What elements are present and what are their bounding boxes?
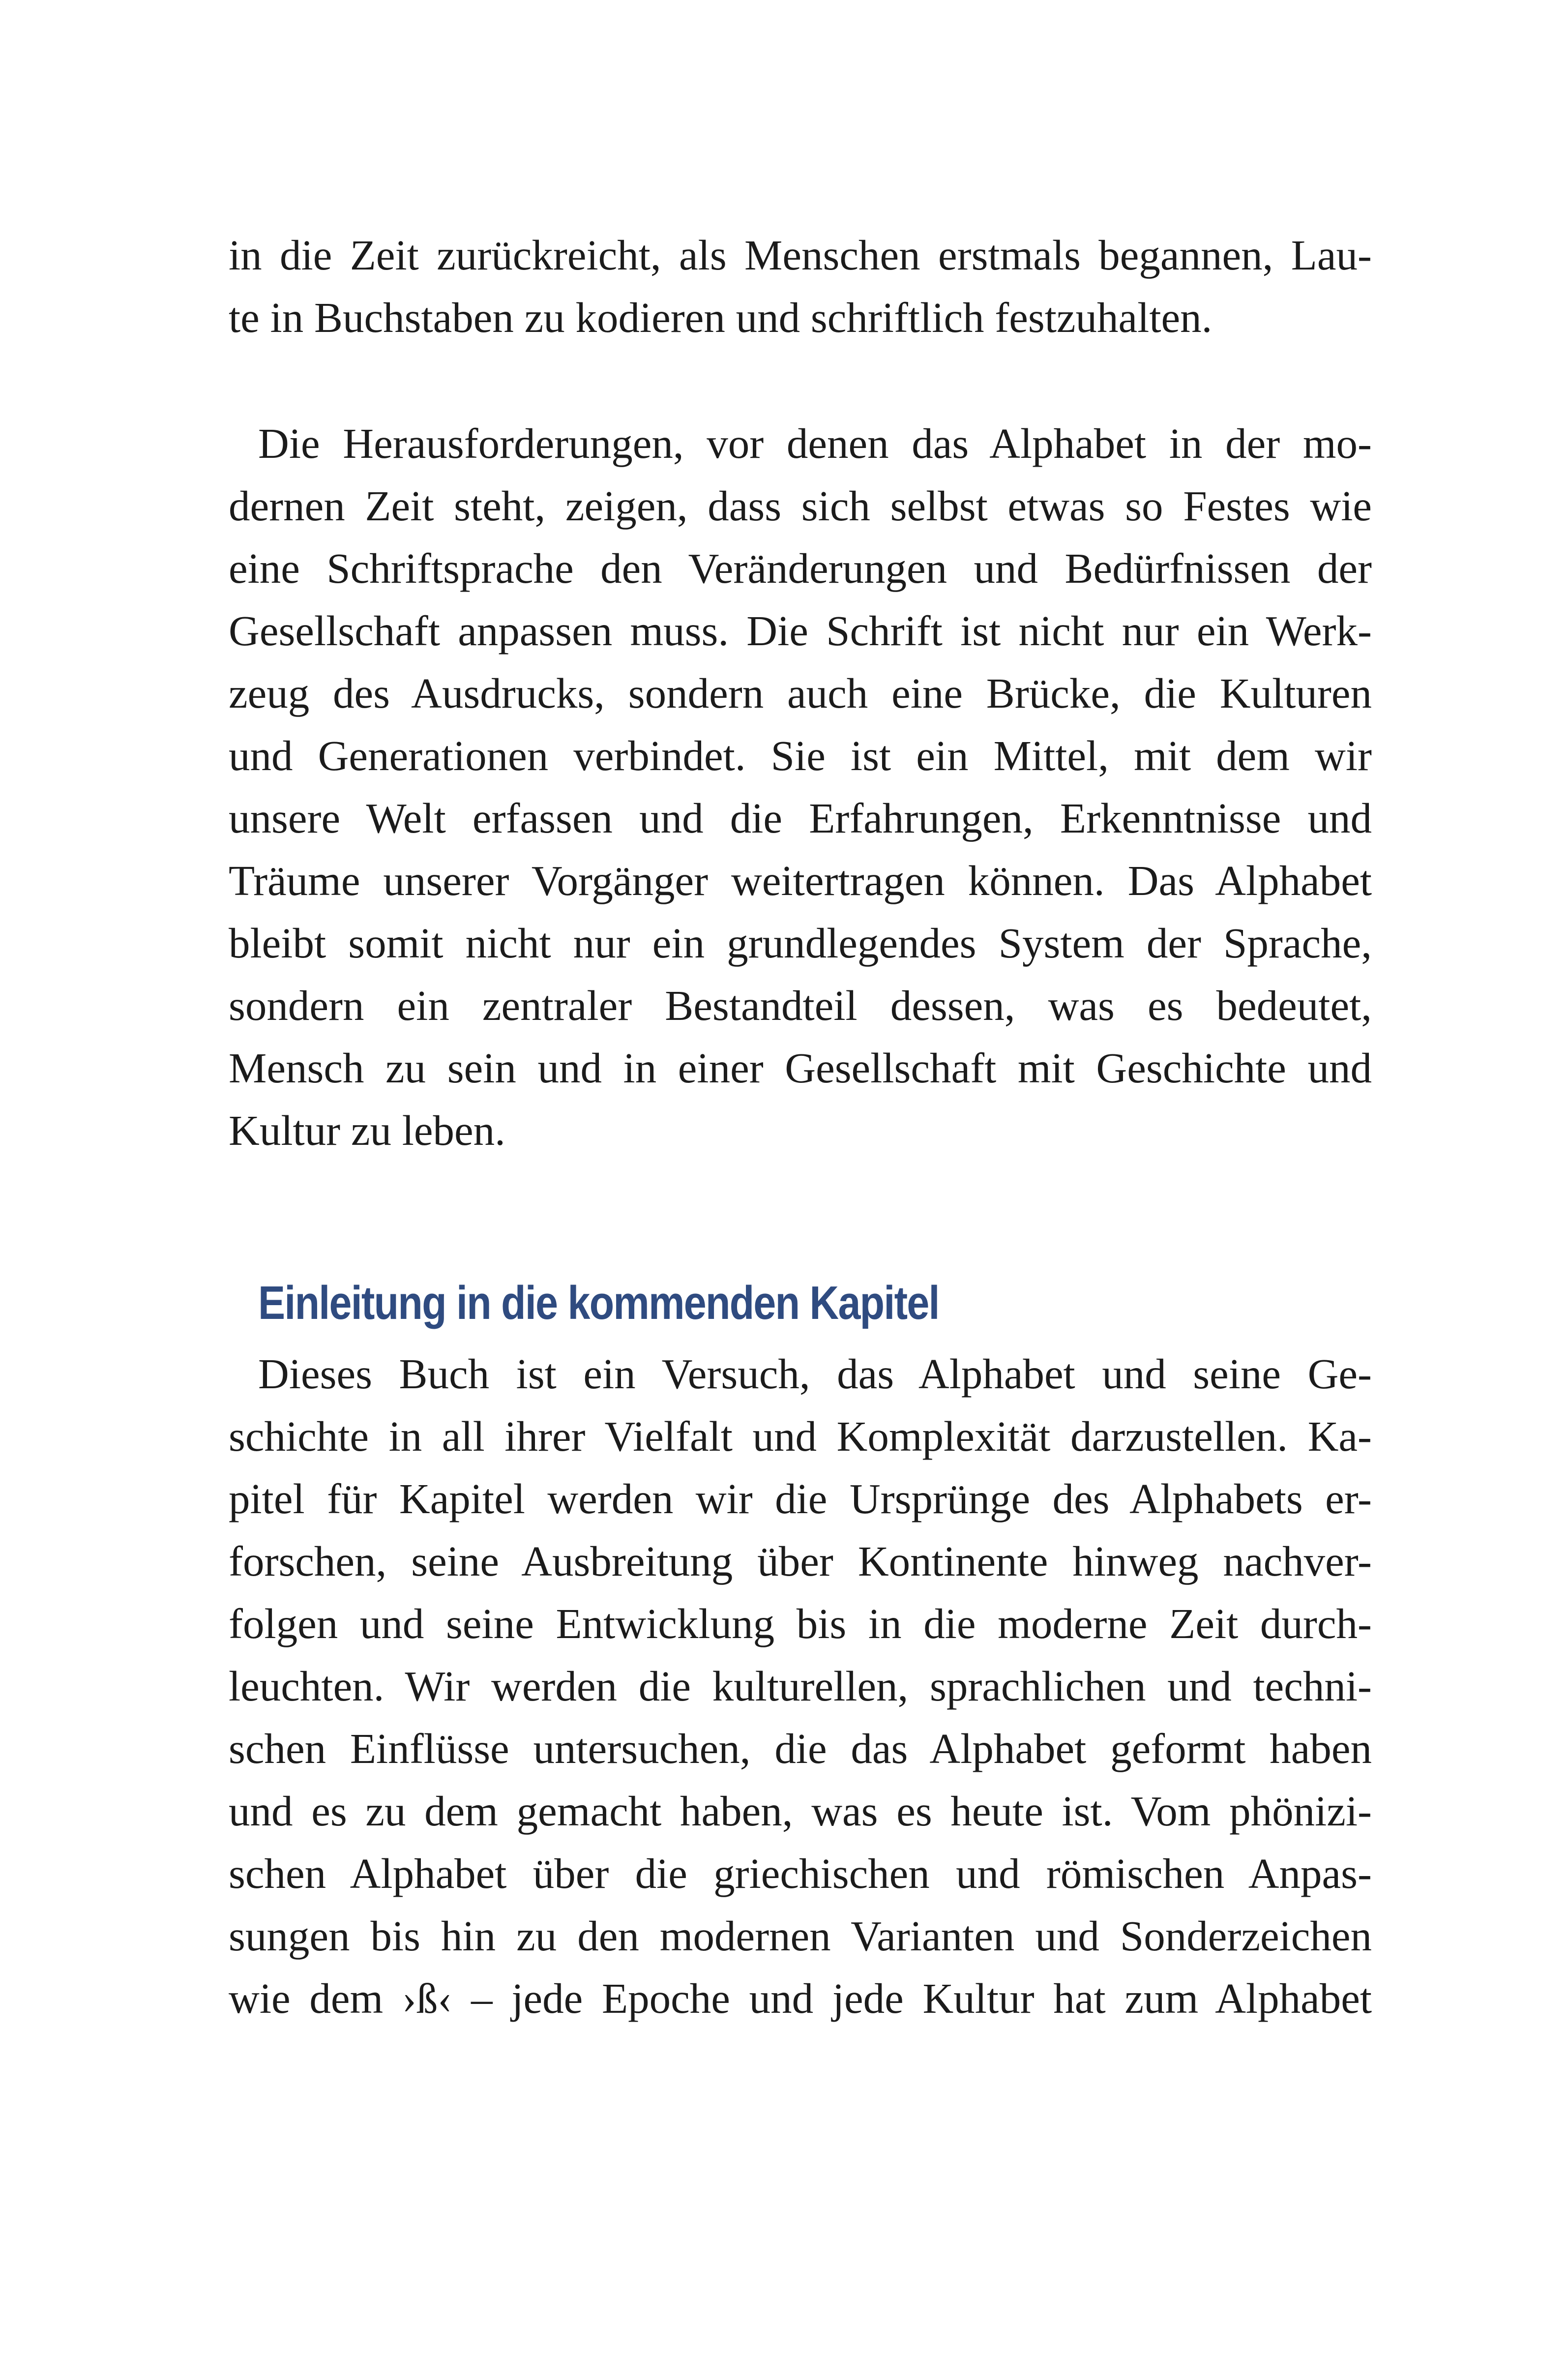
text-line: Mensch zu sein und in einer Gesellschaft mit Geschichte und xyxy=(229,1044,1372,1092)
text-line: unsere Welt erfassen und die Erfahrungen, Erkenntnisse und xyxy=(229,794,1372,842)
paragraph-continuation xyxy=(229,224,1372,349)
text-line: wie dem ›ß‹ – jede Epoche und jede Kultur hat zum Alphabet xyxy=(229,1974,1372,2022)
text-line: sungen bis hin zu den modernen Varianten und Sonderzeichen xyxy=(229,1912,1372,1960)
text-line: Träume unserer Vorgänger weitertragen können. Das Alphabet xyxy=(229,857,1372,904)
text-line: zeug des Ausdrucks, sondern auch eine Brücke, die Kulturen xyxy=(229,669,1372,717)
text-line: Die Herausforderungen, vor denen das Alphabet in der mo- xyxy=(258,419,1372,467)
text-line: und Generationen verbindet. Sie ist ein Mittel, mit dem wir xyxy=(229,732,1372,779)
text-line: schichte in all ihrer Vielfalt und Komplexität darzustellen. Ka- xyxy=(229,1412,1372,1460)
text-line: schen Einflüsse untersuchen, die das Alphabet geformt haben xyxy=(229,1725,1372,1772)
text-line: leuchten. Wir werden die kulturellen, sprachlichen und techni- xyxy=(229,1662,1372,1710)
text-line: Kultur zu leben. xyxy=(229,1106,505,1154)
text-line: schen Alphabet über die griechischen und römischen Anpas- xyxy=(229,1850,1372,1897)
text-line: eine Schriftsprache den Veränderungen und Bedürfnissen der xyxy=(229,544,1372,592)
text-line: bleibt somit nicht nur ein grundlegendes System der Sprache, xyxy=(229,919,1372,967)
section-heading: Einleitung in die kommenden Kapitel xyxy=(258,1276,939,1329)
text-line: te in Buchstaben zu kodieren und schriftlich festzuhalten. xyxy=(229,294,1213,341)
paragraph-book-intro xyxy=(229,1343,1372,2030)
text-line: folgen und seine Entwicklung bis in die moderne Zeit durch- xyxy=(229,1600,1372,1647)
text-line: pitel für Kapitel werden wir die Ursprünge des Alphabets er- xyxy=(229,1475,1372,1522)
text-line: in die Zeit zurückreicht, als Menschen erstmals begannen, Lau- xyxy=(229,231,1372,279)
text-line: Dieses Buch ist ein Versuch, das Alphabet und seine Ge- xyxy=(258,1350,1372,1398)
text-line: und es zu dem gemacht haben, was es heute ist. Vom phönizi- xyxy=(229,1787,1372,1835)
text-line: Gesellschaft anpassen muss. Die Schrift ist nicht nur ein Werk- xyxy=(229,607,1372,655)
paragraph-alphabet-challenges xyxy=(229,412,1372,1162)
text-line: sondern ein zentraler Bestandteil dessen, was es bedeutet, xyxy=(229,982,1372,1029)
text-line: dernen Zeit steht, zeigen, dass sich selbst etwas so Festes wie xyxy=(229,482,1372,530)
text-line: forschen, seine Ausbreitung über Kontinente hinweg nachver- xyxy=(229,1537,1372,1585)
